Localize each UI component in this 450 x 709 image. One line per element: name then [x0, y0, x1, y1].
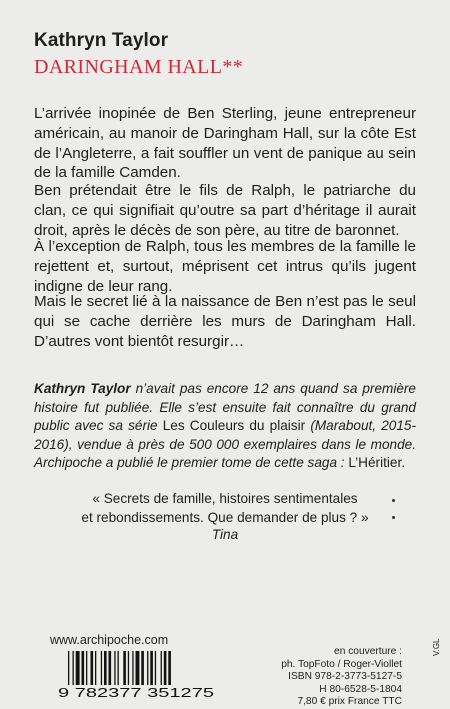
- barcode-bar: [136, 651, 140, 687]
- barcode-bar: [123, 651, 126, 687]
- book-title: DARINGHAM HALL**: [34, 56, 244, 78]
- barcode-bar: [68, 651, 69, 687]
- barcode-bar: [155, 651, 156, 687]
- barcode-image: [56, 651, 216, 699]
- quote-line: et rebondissements. Que demander de plus ? »: [81, 509, 369, 525]
- credit-line: 7,80 € prix France TTC: [297, 696, 402, 708]
- bio-text: (Marabout, 2015-2016), vendue à près de 500 000 exemplaires dans le monde. Archipoche a publié le premier tome de cette saga :: [34, 418, 416, 470]
- barcode-bar: [101, 651, 102, 687]
- blurb-paragraph: À l’exception de Ralph, tous les membres de la famille le rejettent et, surtout, méprisent cet intrus qu’ils jugent indigne de leur rang.: [34, 238, 416, 295]
- bullet-dot: [392, 516, 395, 519]
- barcode-bar: [128, 651, 129, 687]
- barcode-bar: [86, 651, 87, 687]
- bullet-dot: [392, 499, 395, 502]
- author-biography: [34, 380, 416, 473]
- press-quote: [60, 490, 390, 527]
- barcode-bar: [95, 651, 96, 687]
- bio-book: L’Héritier: [348, 455, 402, 470]
- barcode-bar: [161, 651, 162, 687]
- barcode-bar: [76, 651, 80, 687]
- blurb-paragraph: Mais le secret lié à la naissance de Ben n’est pas le seul qui se cache derrière les murs de Daringham Hall. D’autres vont bientôt resurgir…: [34, 293, 416, 350]
- credit-line: en couverture :: [334, 646, 402, 657]
- bio-end: .: [401, 455, 406, 470]
- barcode-bar: [168, 651, 171, 687]
- barcode-bar: [109, 651, 112, 687]
- bio-author: Kathryn Taylor: [34, 381, 131, 396]
- credit-line: H 80-6528-5-1804: [319, 683, 402, 695]
- isbn-barcode: [56, 651, 216, 699]
- barcode-bar: [114, 651, 115, 687]
- credit-line: ISBN 978-2-3773-5127-5: [288, 671, 402, 683]
- barcode-bar: [150, 651, 153, 687]
- barcode-bar: [147, 651, 148, 687]
- bio-text: n’avait pas encore 12 ans quand sa première histoire fut publiée. Elle s’est ensuite fait connaître du grand public avec sa série: [34, 381, 416, 433]
- publisher-website: www.archipoche.com: [50, 633, 169, 647]
- barcode-bar: [82, 651, 85, 687]
- quote-source: Tina: [211, 527, 239, 542]
- credit-line: ph. TopFoto / Roger-Viollet: [281, 658, 402, 670]
- barcode-bar: [132, 651, 133, 687]
- barcode-bar: [73, 651, 74, 687]
- quote-line: « Secrets de famille, histoires sentimentales: [92, 491, 358, 506]
- barcode-bars: [68, 651, 171, 687]
- blurb-paragraph: Ben prétendait être le fils de Ralph, le patriarche du clan, ce qui signifiait qu’outre sa part d’héritage il aurait droit, après le décès de son père, au titre de baronnet.: [34, 182, 416, 239]
- barcode-bar: [104, 651, 107, 687]
- author-name: Kathryn Taylor: [34, 30, 169, 51]
- barcode-bar: [91, 651, 94, 687]
- cover-credits: [202, 646, 402, 709]
- printer-code: V.GL: [432, 638, 441, 656]
- barcode-bar: [141, 651, 144, 687]
- bio-series: Les Couleurs du plaisir: [162, 418, 306, 433]
- barcode-digits: 9 782377 351275: [58, 686, 215, 699]
- blurb-paragraph: L’arrivée inopinée de Ben Sterling, jeune entrepreneur américain, au manoir de Daringham Hall, sur la côte Est de l’Angleterre, a fait souffler un vent de panique au sein de la famille Camden.: [34, 105, 416, 182]
- barcode-bar: [118, 651, 119, 687]
- barcode-bar: [164, 651, 167, 687]
